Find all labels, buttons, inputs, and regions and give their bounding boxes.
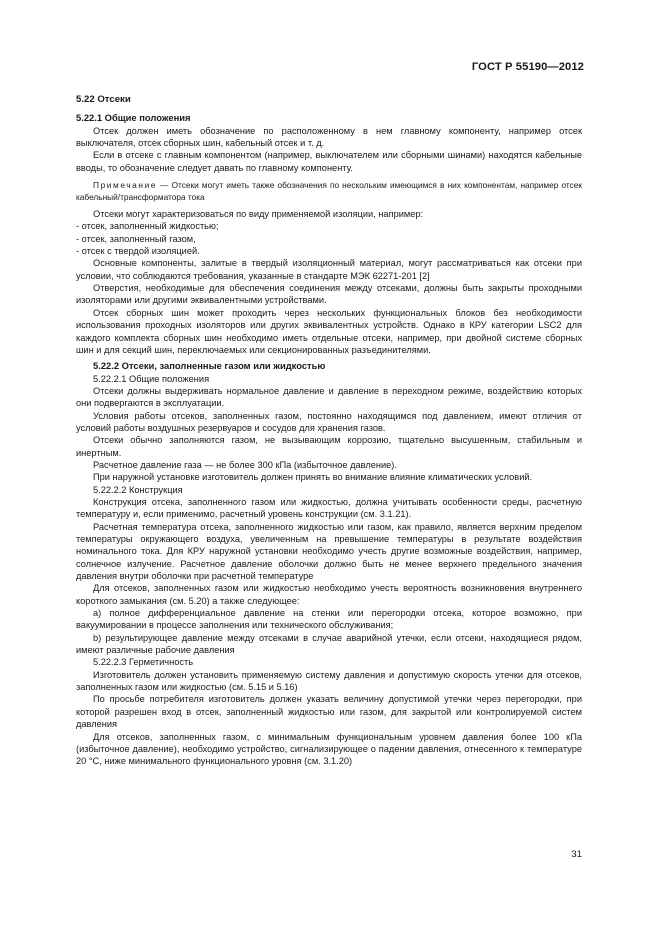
paragraph: Расчетная температура отсека, заполненного жидкостью или газом, как правило, является верхним пределом температуры окружающего воздуха, увеличенным на превышение температуры в результате воздействия номинального тока. Для КРУ наружной установки необходимо учесть другие возможные воздействия, например, солнечное излучение. Расчетное давление оболочки должно быть не менее верхнего предельного значения давления внутри оболочки при расчетной температуре	[76, 521, 582, 582]
list-item: b) результирующее давление между отсеками в случае аварийной утечки, если отсеки, находящиеся рядом, имеют различные рабочие давления	[76, 632, 582, 656]
paragraph: Если в отсеке с главным компонентом (например, выключателем или сборными шинами) находятся кабельные вводы, то обозначение следует давать по главному компоненту.	[76, 150, 582, 173]
section-title-5-22-2: 5.22.2 Отсеки, заполненные газом или жидкостью	[93, 360, 326, 372]
paragraph: Расчетное давление газа — не более 300 кПа (избыточное давление).	[93, 459, 397, 470]
paragraph: По просьбе потребителя изготовитель должен указать величину допустимой утечки через перегородки, при которой разрешен вход в отсек, заполненный жидкостью или газом, для закрытой или контролируемой систем давления	[76, 694, 582, 730]
note	[76, 180, 582, 203]
list-item: - отсек с твердой изоляцией.	[76, 246, 200, 257]
list-item: - отсек, заполненный жидкостью;	[76, 221, 219, 232]
subsection-title-5-22-2-3: 5.22.2.3 Герметичность	[93, 657, 194, 668]
subsection-title-5-22-2-1: 5.22.2.1 Общие положения	[93, 373, 210, 384]
paragraph: Конструкция отсека, заполненного газом или жидкостью, должна учитывать особенности среды, расчетную температуру и, если применимо, расчетный уровень конструкции (см. 3.1.21).	[76, 496, 582, 520]
paragraph: Для отсеков, заполненных газом, с минимальным функциональным уровнем давления более 100 кПа (избыточное давление), необходимо устройство, сигнализирующее о падении давления, отнесенного к температуре 20 °С, ниже минимального функционального уровня (см. 3.1.20)	[76, 731, 582, 767]
list-item: - отсек, заполненный газом,	[76, 233, 196, 244]
standard-header: ГОСТ Р 55190—2012	[471, 61, 584, 73]
section-title-5-22: 5.22 Отсеки	[76, 94, 131, 105]
paragraph: Отсек сборных шин может проходить через нескольких функциональных блоков без необходимости использования проходных изоляторов или других эквивалентных устройств. Однако в КРУ категории LSC2 для каждого комплекта сборных шин необходимо иметь отдельные отсеки, например, при двойной системе сборных шин и для секций шин, переключаемых или секционированных разъединителями.	[76, 307, 582, 355]
paragraph: Для отсеков, заполненных газом или жидкостью необходимо учесть вероятность возникновения внутреннего короткого замыкания (см. 5.20) а также следующее:	[76, 583, 582, 606]
paragraph: Условия работы отсеков, заполненных газом, постоянно находящимся под давлением, имеют отличия от условий работы воздушных резервуаров и сосудов для хранения газов.	[76, 410, 582, 433]
document-body	[76, 90, 582, 768]
paragraph: Основные компоненты, залитые в твердый изоляционный материал, могут рассматриваться как отсеки при условии, что соблюдаются требования, указанные в стандарте МЭК 62271-201 [2]	[76, 258, 582, 281]
paragraph: Отсеки должны выдерживать нормальное давление и давление в переходном режиме, воздействию которых они подвергаются в эксплуатации.	[76, 385, 582, 409]
subsection-title-5-22-2-2: 5.22.2.2 Конструкция	[93, 484, 183, 495]
paragraph: Отверстия, необходимые для обеспечения соединения между отсеками, должны быть закрыты проходными изоляторами или другими эквивалентными устройствами.	[76, 283, 582, 306]
paragraph: При наружной установке изготовитель должен принять во внимание влияние климатических условий.	[93, 472, 533, 483]
paragraph: Отсеки обычно заполняются газом, не вызывающим коррозию, тщательно высушенным, стабильным и инертным.	[76, 435, 582, 458]
section-title-5-22-1: 5.22.1 Общие положения	[76, 112, 191, 124]
paragraph: Изготовитель должен установить применяемую систему давления и допустимую скорость утечки для отсеков, заполненных газом или жидкостью (см. 5.15 и 5.16)	[76, 669, 582, 693]
page-number: 31	[571, 849, 582, 860]
note-text: — Отсеки могут иметь также обозначения по нескольким имеющимся в них компонентам, например отсек кабельный/трансформатора тока	[76, 180, 582, 202]
note-label: Примечание	[93, 180, 158, 191]
paragraph: Отсеки могут характеризоваться по виду применяемой изоляции, например:	[93, 209, 424, 220]
list-item: a) полное дифференциальное давление на стенки или перегородки отсека, которое возможно, при вакуумировании в процессе заполнения или технического обслуживания;	[76, 608, 582, 631]
paragraph: Отсек должен иметь обозначение по расположенному в нем главному компоненту, например отсек выключателя, отсек сборных шин, кабельный отсек и т. д.	[76, 125, 582, 149]
